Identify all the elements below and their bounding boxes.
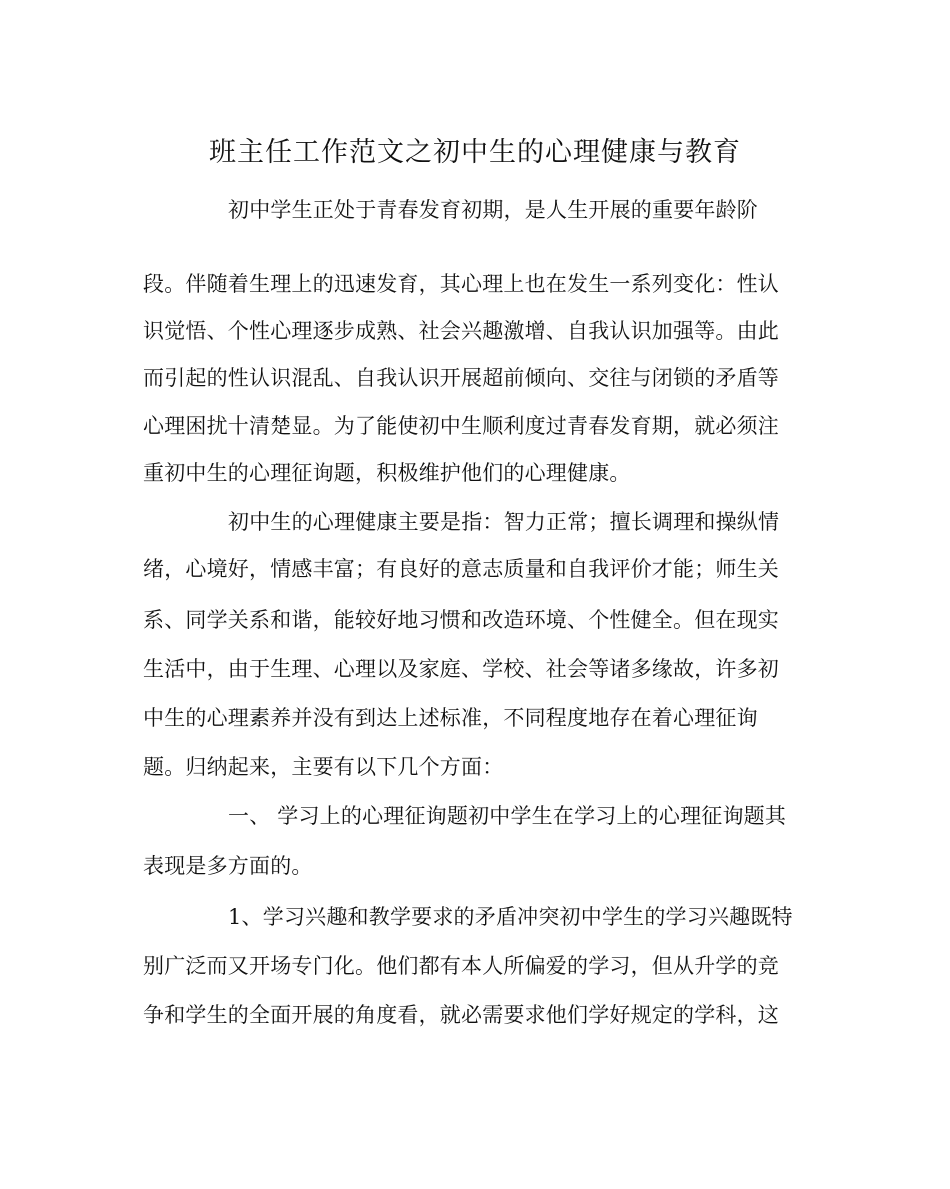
paragraph-2-line-2: 绪，心境好，情感丰富；有良好的意志质量和自我评价才能；师生关: [143, 557, 779, 581]
paragraph-1-line-6: 重初中生的心理征询题，积极维护他们的心理健康。: [143, 461, 631, 485]
paragraph-2-line-1: 初中生的心理健康主要是指：智力正常；擅长调理和操纵情: [228, 510, 780, 534]
paragraph-1-line-4: 而引起的性认识混乱、自我认识开展超前倾向、交往与闭锁的矛盾等: [143, 366, 779, 390]
paragraph-3-line-1: 一、 学习上的心理征询题初中学生在学习上的心理征询题其: [228, 804, 787, 828]
paragraph-1-line-3: 识觉悟、个性心理逐步成熟、社会兴趣激增、自我认识加强等。由此: [143, 319, 779, 343]
paragraph-1-line-1: 初中学生正处于青春发育初期，是人生开展的重要年龄阶: [228, 198, 758, 222]
paragraph-3-line-2: 表现是多方面的。: [143, 854, 313, 878]
paragraph-4-line-3: 争和学生的全面开展的角度看，就必需要求他们学好规定的学科，这: [143, 1003, 779, 1027]
paragraph-1-line-2: 段。伴随着生理上的迅速发育，其心理上也在发生一系列变化：性认: [143, 272, 779, 296]
paragraph-1-line-5: 心理困扰十清楚显。为了能使初中生顺利度过青春发育期，就必须注: [143, 414, 779, 438]
document-title: 班主任工作范文之初中生的心理健康与教育: [209, 137, 741, 168]
paragraph-2-line-6: 题。归纳起来，主要有以下几个方面：: [143, 755, 504, 779]
paragraph-2-line-5: 中生的心理素养并没有到达上述标准，不同程度地存在着心理征询: [143, 706, 758, 730]
paragraph-2-line-4: 生活中，由于生理、心理以及家庭、学校、社会等诸多缘故，许多初: [143, 657, 779, 681]
paragraph-2-line-3: 系、同学关系和谐，能较好地习惯和改造环境、个性健全。但在现实: [143, 608, 779, 632]
paragraph-4-line-1: 1、学习兴趣和教学要求的矛盾冲突初中学生的学习兴趣既特: [228, 905, 793, 929]
paragraph-4-line-2: 别广泛而又开场专门化。他们都有本人所偏爱的学习，但从升学的竞: [143, 954, 779, 978]
